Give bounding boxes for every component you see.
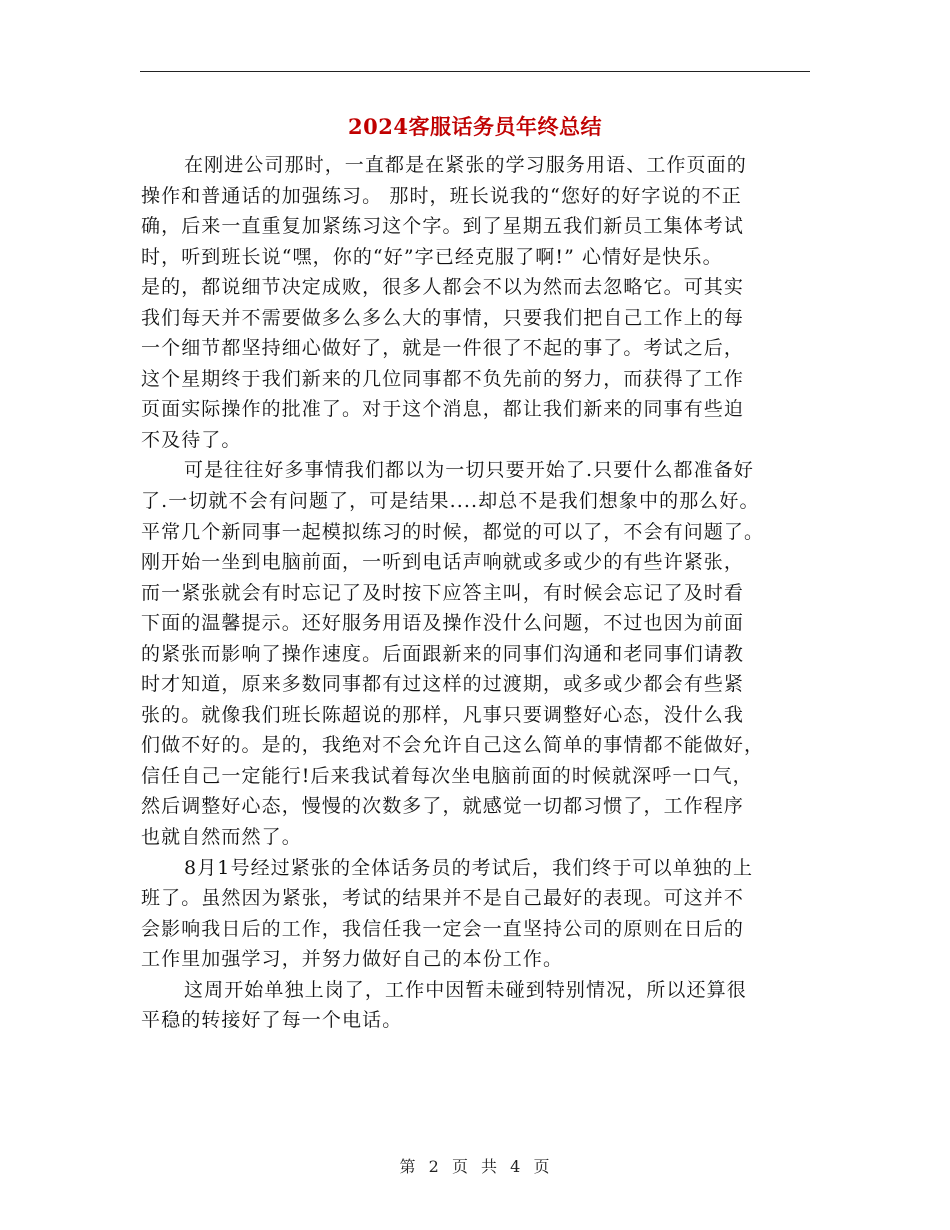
text-line: 一个细节都坚持细心做好了，就是一件很了不起的事了。考试之后，: [141, 337, 745, 360]
footer-label-total-unit: 页: [533, 1157, 551, 1176]
text-line: 们做不好的。是的，我绝对不会允许自己这么简单的事情都不能做好，: [141, 734, 765, 757]
text-line: 刚开始一坐到电脑前面，一听到电话声响就或多或少的有些许紧张，: [141, 551, 745, 574]
text-line: 班了。虽然因为紧张，考试的结果并不是自己最好的表现。可这并不: [141, 887, 745, 910]
footer-label-page-unit: 页: [451, 1157, 469, 1176]
text-line: 会影响我日后的工作，我信任我一定会一直坚持公司的原则在日后的: [141, 917, 745, 940]
header-rule: [140, 71, 810, 72]
text-line: 平稳的转接好了每一个电话。: [141, 1009, 403, 1032]
text-line: 这周开始单独上岗了，工作中因暂未碰到特别情况，所以还算很: [184, 978, 747, 1001]
document-title: 2024客服话务员年终总结: [348, 114, 602, 139]
text-line: 张的。就像我们班长陈超说的那样，凡事只要调整好心态，没什么我: [141, 703, 745, 726]
footer-label-total: 共: [481, 1157, 499, 1176]
text-line: 我们每天并不需要做多么多么大的事情，只要我们把自己工作上的每: [141, 306, 745, 329]
text-line: 操作和普通话的加强练习。 那时，班长说我的“您好的好字说的不正: [141, 184, 742, 207]
footer-total-pages: 4: [510, 1157, 522, 1176]
text-line: 8月1号经过紧张的全体话务员的考试后，我们终于可以单独的上: [184, 856, 754, 879]
text-line: 平常几个新同事一起模拟练习的时候，都觉的可以了，不会有问题了。: [141, 520, 765, 543]
text-line: 可是往往好多事情我们都以为一切只要开始了.只要什么都准备好: [184, 459, 754, 482]
text-line: 然后调整好心态，慢慢的次数多了，就感觉一切都习惯了，工作程序: [141, 795, 745, 818]
text-line: 在刚进公司那时，一直都是在紧张的学习服务用语、工作页面的: [184, 154, 747, 176]
text-line: 不及待了。: [141, 428, 242, 451]
page-footer: [0, 1154, 950, 1177]
text-line: 确，后来一直重复加紧练习这个字。到了星期五我们新员工集体考试: [141, 215, 745, 238]
text-line: 时，听到班长说“嘿，你的“好”字已经克服了啊!” 心情好是快乐。: [141, 245, 723, 268]
text-line: 这个星期终于我们新来的几位同事都不负先前的努力，而获得了工作: [141, 367, 745, 390]
document-body: [141, 150, 813, 1036]
text-line: 时才知道，原来多数同事都有过这样的过渡期，或多或少都会有些紧: [141, 673, 745, 696]
text-line: 信任自己一定能行!后来我试着每次坐电脑前面的时候就深呼一口气，: [141, 764, 753, 787]
text-line: 也就自然而然了。: [141, 826, 302, 849]
text-line: 工作里加强学习，并努力做好自己的本份工作。: [141, 948, 564, 971]
text-line: 而一紧张就会有时忘记了及时按下应答主叫，有时候会忘记了及时看: [141, 581, 745, 604]
text-line: 页面实际操作的批准了。对于这个消息，都让我们新来的同事有些迫: [141, 398, 745, 421]
footer-label-page: 第: [399, 1157, 417, 1176]
text-line: 了.一切就不会有问题了，可是结果....却总不是我们想象中的那么好。: [141, 490, 760, 513]
text-line: 是的，都说细节决定成败，很多人都会不以为然而去忽略它。可其实: [141, 276, 745, 299]
text-line: 的紧张而影响了操作速度。后面跟新来的同事们沟通和老同事们请教: [141, 642, 745, 665]
text-line: 下面的温馨提示。还好服务用语及操作没什么问题，不过也因为前面: [141, 612, 745, 635]
footer-current-page: 2: [428, 1157, 440, 1176]
